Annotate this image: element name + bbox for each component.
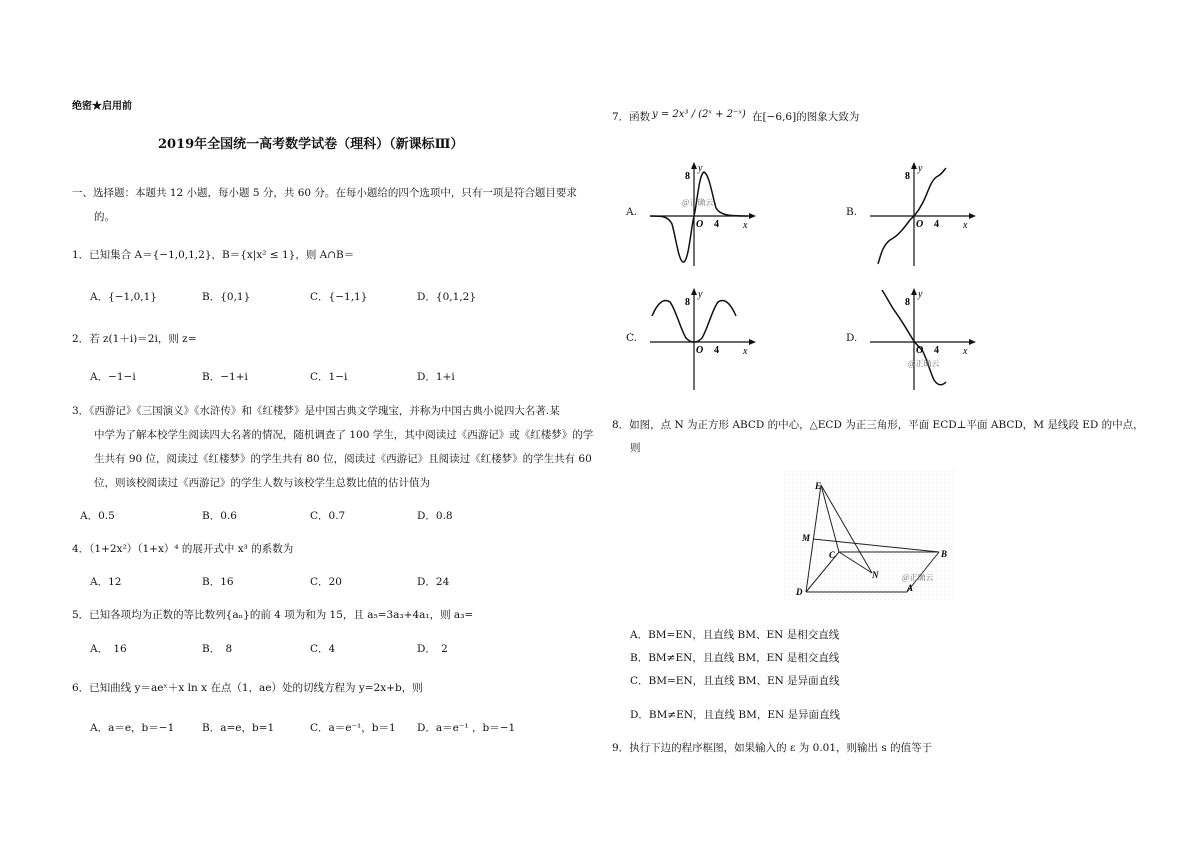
section-heading-cont: 的。: [94, 211, 115, 223]
point-M: M: [802, 533, 811, 543]
tick-4: 4: [714, 219, 719, 230]
y-axis-arrow: [691, 288, 697, 295]
q4-stem: 4．（1+2x²）（1+x）⁴ 的展开式中 x³ 的系数为: [72, 543, 294, 555]
q1-option-b[interactable]: B．{0,1}: [202, 291, 251, 303]
q7-suffix: 在[−6,6]的图象大致为: [752, 111, 860, 123]
q6-option-a[interactable]: A．a＝e，b＝−1: [90, 722, 175, 734]
point-D: D: [796, 587, 803, 597]
q8-figure: [784, 470, 956, 602]
x-axis-arrow: [749, 339, 756, 345]
q2-stem: 2．若 z(1＋i)＝2i，则 z=: [72, 333, 197, 345]
x-label: x: [963, 220, 968, 231]
y-label: y: [698, 289, 703, 300]
q9-stem: 9．执行下边的程序框图，如果输入的 ε 为 0.01，则输出 s 的值等于: [612, 742, 933, 754]
x-label: x: [963, 346, 968, 357]
q5-option-d[interactable]: D． 2: [417, 643, 448, 655]
y-label: y: [918, 163, 923, 174]
y-axis-arrow: [911, 288, 917, 295]
q8-line-1: 8．如图，点 N 为正方形 ABCD 的中心，△ECD 为正三角形，平面 ECD⊥平面 ABCD，M 是线段 ED 的中点，: [612, 419, 1144, 431]
x-axis-arrow: [969, 339, 976, 345]
tick-4: 4: [934, 345, 939, 356]
q6-option-b[interactable]: B．a=e，b=1: [202, 722, 275, 734]
point-E: E: [815, 481, 822, 491]
q5-option-b[interactable]: B． 8: [202, 643, 233, 655]
q7-function: y = 2x³ / (2ˣ + 2⁻ˣ): [652, 109, 746, 120]
q5-option-a[interactable]: A． 16: [90, 643, 127, 655]
origin-label: O: [916, 219, 924, 230]
q8-option-a[interactable]: A．BM=EN，且直线 BM、EN 是相交直线: [630, 629, 840, 641]
origin-label: O: [916, 345, 924, 356]
secret-label: 绝密★启用前: [72, 101, 132, 112]
x-axis-arrow: [969, 213, 976, 219]
section-heading: 一、选择题：本题共 12 小题，每小题 5 分，共 60 分。在每小题给的四个选项中，只有一项是符合题目要求: [72, 187, 577, 199]
q7-graph-c-label[interactable]: C.: [626, 332, 637, 344]
q5-option-c[interactable]: C．4: [310, 643, 336, 655]
page-title: 2019年全国统一高考数学试卷（理科）（新课标Ⅲ）: [158, 137, 464, 152]
q1-option-c[interactable]: C．{−1,1}: [310, 291, 368, 303]
tick-8: 8: [905, 297, 910, 308]
q8-option-d[interactable]: D．BM≠EN，且直线 BM，EN 是异面直线: [630, 709, 841, 721]
q7-graph-d[interactable]: [868, 286, 980, 394]
q3-option-d[interactable]: D．0.8: [417, 510, 453, 522]
q8-option-c[interactable]: C．BM=EN，且直线 BM、EN 是异面直线: [630, 675, 840, 687]
watermark: @正确云: [908, 359, 940, 368]
y-axis-arrow: [911, 162, 917, 169]
y-axis-arrow: [691, 162, 697, 169]
tick-4: 4: [714, 345, 719, 356]
q7-prefix: 7．函数: [612, 111, 651, 123]
q7-graph-d-label[interactable]: D.: [846, 332, 858, 344]
q7-graph-c[interactable]: [648, 286, 760, 394]
tick-8: 8: [685, 297, 690, 308]
q2-option-c[interactable]: C．1−i: [310, 371, 348, 383]
q4-option-a[interactable]: A．12: [90, 576, 122, 588]
q7-graph-a-label[interactable]: A.: [626, 206, 637, 218]
watermark: @正确云: [682, 198, 714, 207]
y-label: y: [918, 289, 923, 300]
point-A: A: [907, 583, 914, 593]
q3-line-3: 生共有 90 位，阅读过《红楼梦》的学生共有 80 位，阅读过《西游记》且阅读过《红楼梦》的学生共有 60: [94, 453, 592, 465]
q4-option-b[interactable]: B．16: [202, 576, 234, 588]
q6-option-c[interactable]: C．a＝e⁻¹，b＝1: [310, 722, 396, 734]
y-label: y: [698, 163, 703, 174]
point-C: C: [829, 550, 836, 560]
q7-graph-a[interactable]: [648, 158, 760, 270]
point-B: B: [941, 549, 948, 559]
watermark: @正确云: [902, 573, 934, 582]
q3-option-a[interactable]: A．0.5: [80, 510, 115, 522]
tick-8: 8: [905, 171, 910, 182]
origin-label: O: [696, 219, 704, 230]
origin-label: O: [696, 345, 704, 356]
q2-option-d[interactable]: D．1+i: [417, 371, 455, 383]
q3-line-2: 中学为了解本校学生阅读四大名著的情况，随机调查了 100 学生，其中阅读过《西游记》或《红楼梦》的学: [94, 429, 594, 441]
q1-option-a[interactable]: A．{−1,0,1}: [90, 291, 157, 303]
q6-stem: 6．已知曲线 y＝aeˣ＋x ln x 在点（1，ae）处的切线方程为 y=2x+b，则: [72, 682, 423, 694]
q7-graph-b[interactable]: [868, 158, 980, 270]
q4-option-c[interactable]: C．20: [310, 576, 342, 588]
tick-4: 4: [934, 219, 939, 230]
x-label: x: [743, 220, 748, 231]
q2-option-a[interactable]: A．−1−i: [90, 371, 136, 383]
q6-option-d[interactable]: D．a＝e⁻¹ ，b＝−1: [417, 722, 516, 734]
q3-option-b[interactable]: B．0.6: [202, 510, 237, 522]
q8-option-b[interactable]: B．BM≠EN，且直线 BM，EN 是相交直线: [630, 652, 840, 664]
x-axis-arrow: [749, 213, 756, 219]
q1-stem: 1．已知集合 A＝{−1,0,1,2}，B＝{x|x² ≤ 1}，则 A∩B＝: [72, 249, 355, 261]
q5-stem: 5．已知各项均为正数的等比数列{aₙ}的前 4 项为和为 15，且 a₅=3a₃+4a₁，则 a₃=: [72, 609, 474, 621]
q4-option-d[interactable]: D．24: [417, 576, 450, 588]
tick-8: 8: [685, 171, 690, 182]
q3-option-c[interactable]: C．0.7: [310, 510, 346, 522]
q8-line-2: 则: [630, 442, 641, 454]
q1-option-d[interactable]: D．{0,1,2}: [417, 291, 476, 303]
q2-option-b[interactable]: B．−1+i: [202, 371, 248, 383]
q7-graph-b-label[interactable]: B.: [846, 206, 858, 218]
point-N: N: [872, 570, 879, 580]
x-label: x: [743, 346, 748, 357]
q3-line-4: 位，则该校阅读过《西游记》的学生人数与该校学生总数比值的估计值为: [94, 477, 430, 489]
curve: [650, 172, 748, 262]
q3-line-1: 3．《西游记》《三国演义》《水浒传》和《红楼梦》是中国古典文学瑰宝，并称为中国古典小说四大名著.某: [72, 405, 560, 417]
